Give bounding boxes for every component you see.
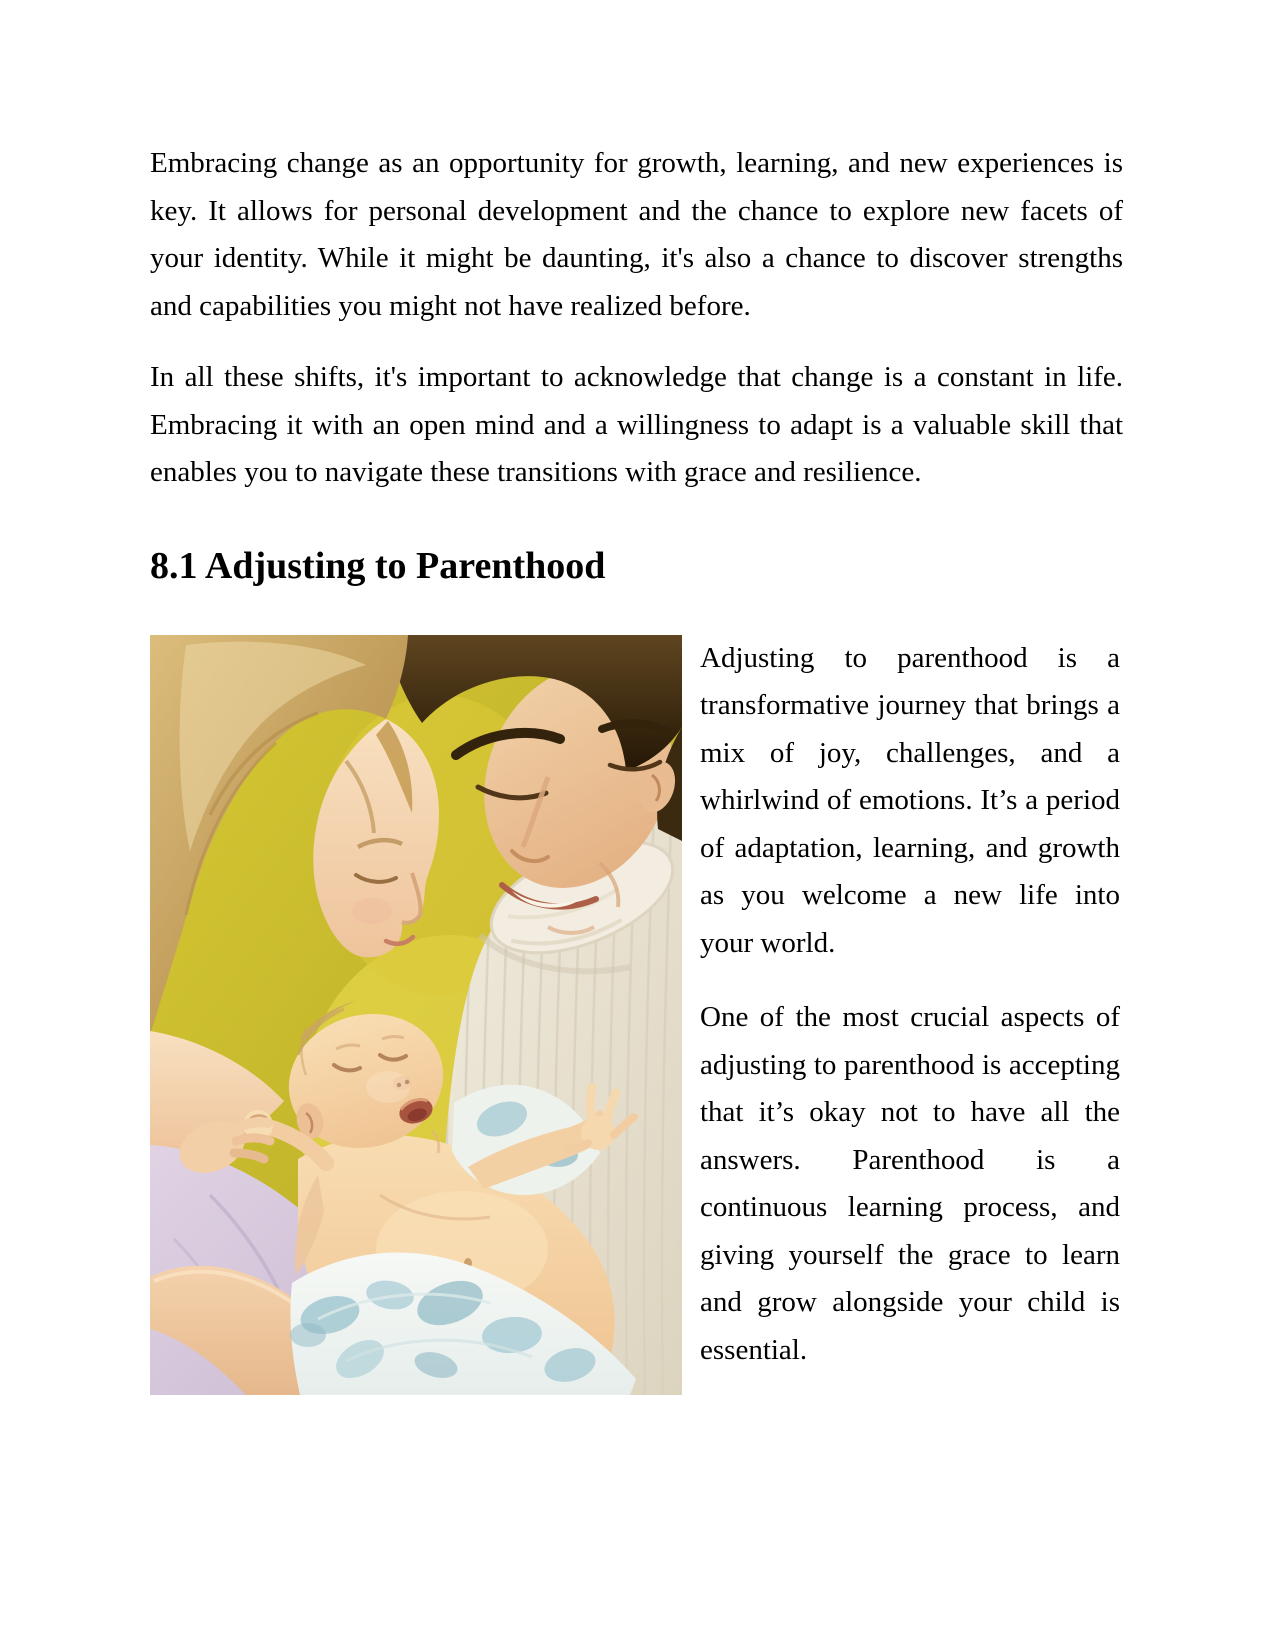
paragraph-in-all-these-shifts: In all these shifts, it's important to acknowledge that change is a constant in life. Embracing it with an open mind and a willingness to adapt is a valuable skill that enables you to navigate these transitions with grace and resilience.	[150, 361, 1123, 488]
family-photo	[150, 635, 682, 1395]
section-heading-8-1: 8.1 Adjusting to Parenthood	[150, 544, 606, 587]
paragraph-embracing-change: Embracing change as an opportunity for growth, learning, and new experiences is key. It allows for personal development and the chance to explore new facets of your identity. While it might be daunting, it's also a chance to discover strengths and capabilities you might not have realized before.	[150, 147, 1123, 322]
paragraph-adjusting-journey: Adjusting to parenthood is a transformative journey that brings a mix of joy, challenges, and a whirlwind of emotions. It’s a period of adaptation, learning, and growth as you welcome a new life into your world.	[700, 641, 1120, 959]
figure-row	[150, 635, 1123, 1395]
family-photo-illustration	[150, 635, 682, 1395]
figure-side-text	[700, 635, 1120, 1375]
paragraph-crucial-aspects: One of the most crucial aspects of adjusting to parenthood is accepting that it’s okay not to have all the answers. Parenthood is a continuous learning process, and giving yourself the grace to learn and grow alongside your child is essential.	[700, 1001, 1120, 1366]
